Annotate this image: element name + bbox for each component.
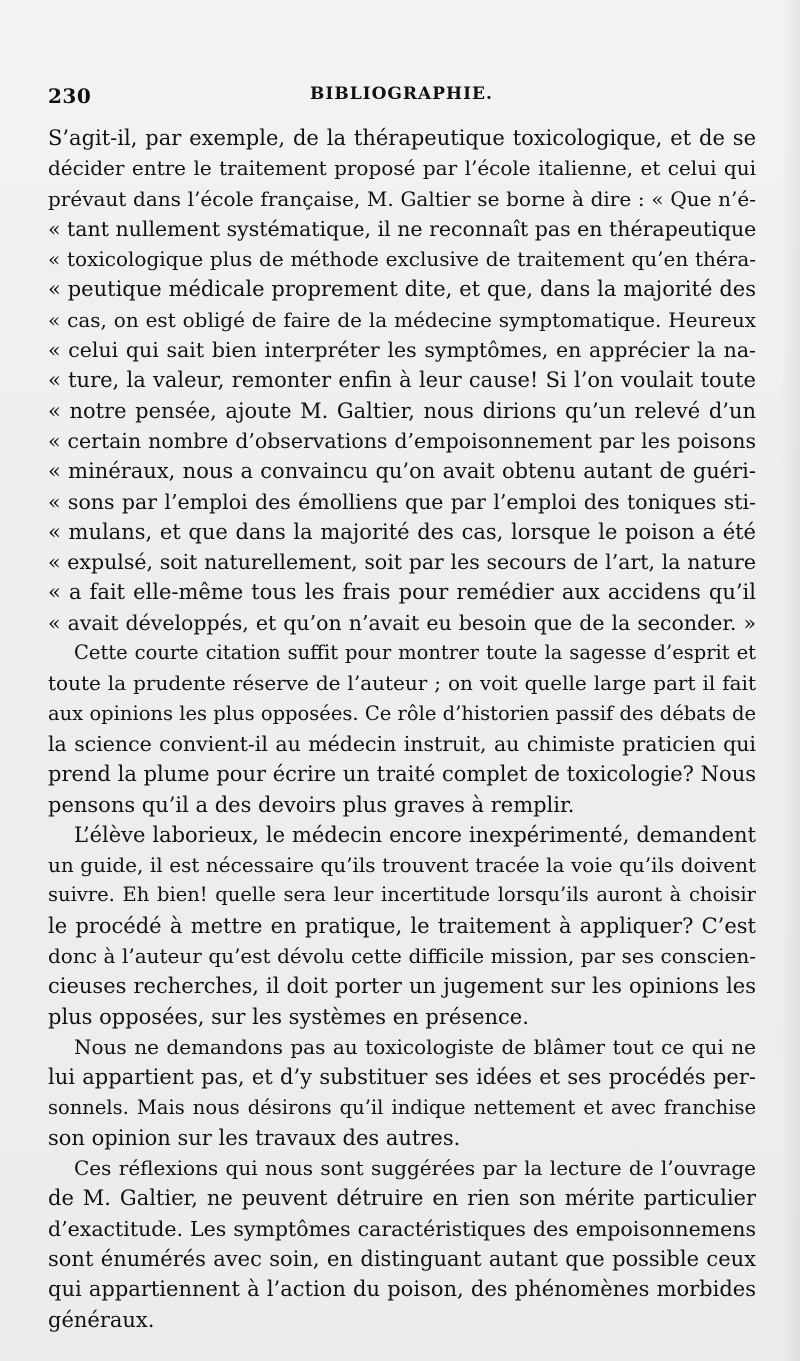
text-line: « expulsé, soit naturellement, soit par les secours de l’art, la nature	[48, 550, 756, 575]
text-line: « certain nombre d’observations d’empoisonnement par les poisons	[48, 428, 756, 453]
text-line: d’exactitude. Les symptômes caractéristiques des empoisonnemens	[48, 1216, 756, 1241]
text-line: L’élève laborieux, le médecin encore inexpérimenté, demandent	[74, 822, 756, 847]
text-line: « sons par l’emploi des émolliens que par l’emploi des toniques sti-	[48, 489, 756, 514]
text-line: le procédé à mettre en pratique, le traitement à appliquer? C’est	[48, 913, 756, 938]
text-line: « tant nullement systématique, il ne reconnaît pas en thérapeutique	[48, 216, 756, 241]
text-line: suivre. Eh bien! quelle sera leur incertitude lorsqu’ils auront à choisir	[48, 883, 756, 907]
text-line: la science convient-il au médecin instruit, au chimiste praticien qui	[48, 731, 756, 756]
text-line: prévaut dans l’école française, M. Galtier se borne à dire : « Que n’é-	[48, 186, 756, 211]
text-line: « ture, la valeur, remonter enfin à leur cause! Si l’on voulait toute	[48, 368, 756, 393]
text-line: un guide, il est nécessaire qu’ils trouvent tracée la voie qu’ils doivent	[48, 853, 756, 878]
running-title: BIBLIOGRAPHIE.	[310, 84, 493, 104]
text-line: « mulans, et que dans la majorité des cas, lorsque le poison a été	[48, 519, 756, 544]
text-line: « notre pensée, ajoute M. Galtier, nous dirions qu’un relevé d’un	[48, 398, 756, 423]
text-line: S’agit-il, par exemple, de la thérapeutique toxicologique, et de se	[48, 126, 756, 150]
text-line: plus opposées, sur les systèmes en présence.	[48, 1004, 529, 1029]
page-number: 230	[48, 84, 92, 108]
text-line: « peutique médicale proprement dite, et que, dans la majorité des	[48, 277, 756, 302]
text-line: toute la prudente réserve de l’auteur ; on voit quelle large part il fait	[48, 671, 756, 696]
text-line: lui appartient pas, et d’y substituer ses idées et ses procédés per-	[48, 1065, 756, 1090]
text-line: « toxicologique plus de méthode exclusive de traitement qu’en théra-	[48, 247, 756, 272]
text-line: pensons qu’il a des devoirs plus graves à remplir.	[48, 792, 575, 817]
text-line: aux opinions les plus opposées. Ce rôle d’historien passif des débats de	[48, 701, 756, 725]
text-line: Ces réflexions qui nous sont suggérées par la lecture de l’ouvrage	[74, 1156, 756, 1181]
text-line: qui appartiennent à l’action du poison, des phénomènes morbides	[48, 1277, 756, 1302]
text-line: de M. Galtier, ne peuvent détruire en rien son mérite particulier	[48, 1186, 756, 1211]
text-line: Nous ne demandons pas au toxicologiste de blâmer tout ce qui ne	[74, 1034, 756, 1059]
text-line: cieuses recherches, il doit porter un jugement sur les opinions les	[48, 974, 756, 999]
text-line: « a fait elle-même tous les frais pour remédier aux accidens qu’il	[48, 580, 756, 605]
text-line: sont énumérés avec soin, en distinguant autant que possible ceux	[48, 1246, 756, 1271]
page-edge-shadow	[782, 0, 800, 1361]
text-line: prend la plume pour écrire un traité complet de toxicologie? Nous	[48, 762, 756, 787]
text-line: sonnels. Mais nous désirons qu’il indique nettement et avec franchise	[48, 1095, 756, 1119]
text-line: « celui qui sait bien interpréter les symptômes, en apprécier la na-	[48, 338, 756, 363]
text-line: Cette courte citation suffit pour montrer toute la sagesse d’esprit et	[74, 641, 756, 665]
text-line: « avait développés, et qu’on n’avait eu besoin que de la seconder. »	[48, 610, 756, 635]
text-line: donc à l’auteur qu’est dévolu cette difficile mission, par ses conscien-	[48, 944, 756, 969]
text-line: « cas, on est obligé de faire de la médecine symptomatique. Heureux	[48, 307, 756, 332]
text-line: généraux.	[48, 1307, 155, 1332]
page-header	[48, 84, 760, 112]
body-text	[48, 123, 756, 1335]
text-line: « minéraux, nous a convaincu qu’on avait obtenu autant de guéri-	[48, 459, 756, 484]
text-line: décider entre le traitement proposé par l’école italienne, et celui qui	[48, 156, 756, 181]
text-line: son opinion sur les travaux des autres.	[48, 1125, 461, 1150]
